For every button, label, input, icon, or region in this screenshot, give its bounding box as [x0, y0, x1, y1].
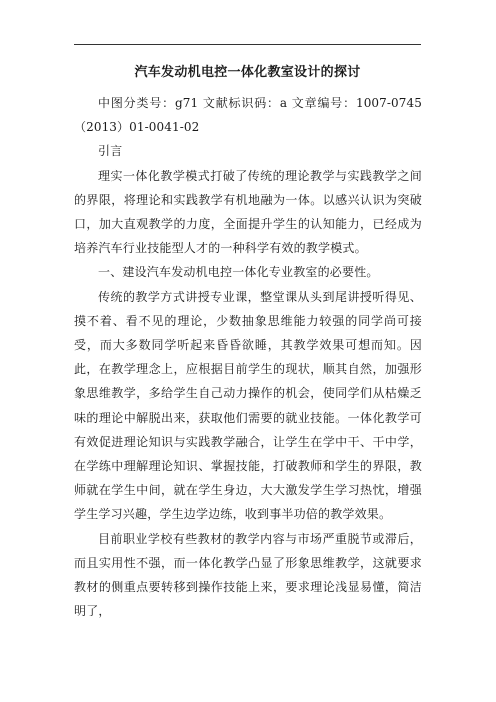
document-body	[74, 91, 422, 623]
paragraph-intro-heading: 引言	[98, 144, 123, 159]
document-title: 汽车发动机电控一体化教室设计的探讨	[134, 65, 361, 80]
header-rule	[74, 44, 421, 45]
paragraph: 目前职业学校有些教材的教学内容与市场严重脱节或滞后，而且实用性不强，而一体化教学凸显了形象思维教学，这就要求教材的侧重点要转移到操作技能上来，要求理论浅显易懂，简洁明了，	[74, 531, 422, 619]
paragraph: 理实一体化教学模式打破了传统的理论教学与实践教学之间的界限，将理论和实践教学有机地融为一体。以感兴认识为突破口，加大直观教学的力度，全面提升学生的认知能力，已经成为培养汽车行业技能型人才的一种科学有效的教学模式。	[74, 168, 422, 256]
paragraph: 传统的教学方式讲授专业课，整堂课从头到尾讲授听得见、摸不着、看不见的理论，少数抽象思维能力较强的同学尚可接受，而大多数同学听起来昏昏欲睡，其教学效果可想而知。因此，在教学理念上，应根据目前学生的现状，顺其自然，加强形象思维教学，多给学生自己动力操作的机会，使同学们从枯燥乏味的理论中解脱出来，获取他们需要的就业技能。一体化教学可有效促进理论知识与实践教学融合，让学生在学中干、干中学，在学练中理解理论知识、掌握技能，打破教师和学生的界限，教师就在学生中间，就在学生身边，大大激发学生学习热忱，增强学生学习兴趣，学生边学边练，收到事半功倍的教学效果。	[74, 289, 422, 522]
classification-line: 中图分类号：g71 文献标识码：a 文章编号：1007-0745（2013）01-0041-02	[74, 96, 422, 135]
section-heading: 一、建设汽车发动机电控一体化专业教室的必要性。	[98, 265, 379, 280]
